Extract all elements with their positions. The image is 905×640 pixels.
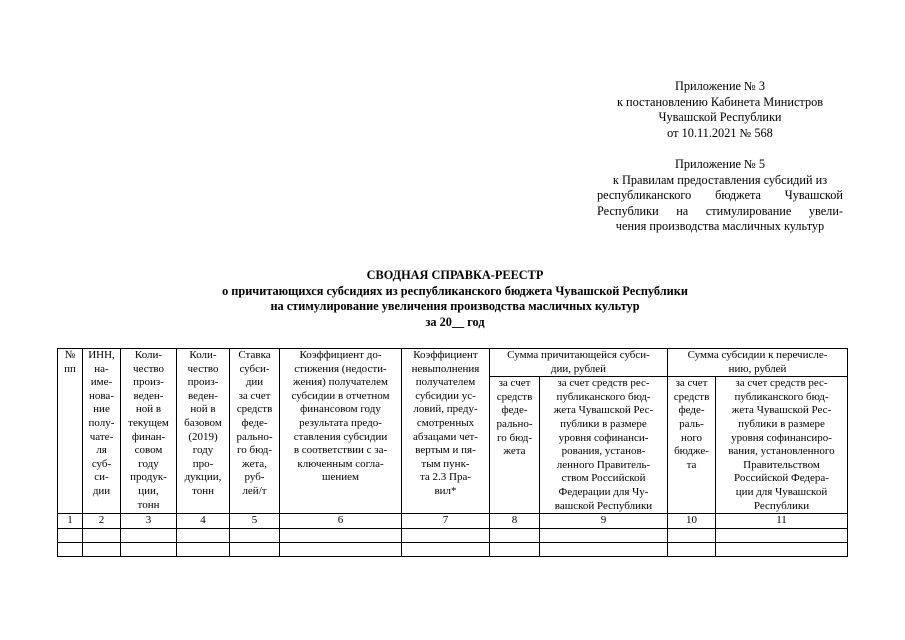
table-cell[interactable]: [490, 542, 540, 556]
table-cell[interactable]: [83, 542, 121, 556]
col-header-due-federal: за счет средств феде- рально- го бюд- жета: [490, 377, 540, 514]
table-cell[interactable]: [58, 542, 83, 556]
col-header-inn: ИНН, на- име- нова- ние полу- чате- ля суб- си- дии: [83, 349, 121, 514]
annex-line: от 10.11.2021 № 568: [667, 125, 773, 140]
document-title: [120, 268, 790, 330]
column-number: 8: [490, 514, 540, 529]
column-number: 4: [177, 514, 230, 529]
table-cell[interactable]: [230, 528, 280, 542]
table-cell[interactable]: [402, 542, 490, 556]
title-line: СВОДНАЯ СПРАВКА-РЕЕСТР: [366, 268, 544, 282]
table-cell[interactable]: [490, 528, 540, 542]
table-cell[interactable]: [83, 528, 121, 542]
col-header-transfer-republic: за счет средств рес- публиканского бюд- жета Чувашской Рес- публики в размере уровня софинансиро- вания, установленного Правительством Российской Федера- ции для Чувашской Республики: [716, 377, 848, 514]
table-cell[interactable]: [121, 528, 177, 542]
table-cell[interactable]: [668, 542, 716, 556]
title-line: за 20__ год: [425, 314, 485, 329]
col-header-number: № пп: [58, 349, 83, 514]
table-cell[interactable]: [280, 542, 402, 556]
empty-row: [58, 528, 848, 542]
table-cell[interactable]: [540, 542, 668, 556]
table-cell[interactable]: [716, 528, 848, 542]
table-cell[interactable]: [402, 528, 490, 542]
table-cell[interactable]: [230, 542, 280, 556]
column-number: 7: [402, 514, 490, 529]
column-number: 10: [668, 514, 716, 529]
title-line: о причитающихся субсидиях из республиканского бюджета Чувашской Республики: [222, 283, 688, 298]
column-number: 9: [540, 514, 668, 529]
table-cell[interactable]: [121, 542, 177, 556]
column-number: 2: [83, 514, 121, 529]
annex-line: к постановлению Кабинета Министров: [616, 94, 824, 109]
registry-table: [57, 348, 848, 557]
col-header-due-subsidy: Сумма причитающейся субси- дии, рублей: [490, 349, 668, 377]
table-cell[interactable]: [177, 542, 230, 556]
col-header-rate: Ставка субси- дии за счет средств феде- рально- го бюд- жета, руб- лей/т: [230, 349, 280, 514]
col-header-current-qty: Коли- чество произ- веден- ной в текущем финан- совом году продук- ции, тонн: [121, 349, 177, 514]
col-header-transfer-subsidy: Сумма субсидии к перечисле- нию, рублей: [668, 349, 848, 377]
annex-line: к Правилам предоставления субсидий из: [612, 172, 828, 187]
table-cell[interactable]: [177, 528, 230, 542]
table-cell[interactable]: [58, 528, 83, 542]
col-header-transfer-federal: за счет средств феде- раль- ного бюдже- та: [668, 377, 716, 514]
annex-line: чения производства масличных культур: [615, 219, 825, 233]
empty-row: [58, 542, 848, 556]
title-line: на стимулирование увеличения производства масличных культур: [270, 299, 640, 313]
col-header-due-republic: за счет средств рес- публиканского бюд- жета Чувашской Рес- публики в размере уровня софинанси- рования, установ- ленного Правитель- ством Российской Федерации для Чу- вашской Республики: [540, 377, 668, 514]
column-number: 1: [58, 514, 83, 529]
col-header-base-qty: Коли- чество произ- веден- ной в базовом (2019) году про- дукции, тонн: [177, 349, 230, 514]
annex-line: Республики на стимулирование увели-: [597, 203, 843, 218]
col-header-nonfulfillment-coef: Коэффициент невыполнения получателем субсидии ус- ловий, преду- смотренных абзацами чет- вертым и пя- тым пунк- та 2.3 Пра- вил*: [402, 349, 490, 514]
annex-line: Чувашской Республики: [658, 110, 782, 124]
header-row: [58, 349, 848, 377]
table-cell[interactable]: [280, 528, 402, 542]
annex-rules: [597, 157, 843, 235]
col-header-achievement-coef: Коэффициент до- стижения (недости- жения) получателем субсидии в отчетном финансовом году результата предо- ставления субсидии в соответствии с за- ключенным согла- шением: [280, 349, 402, 514]
table-cell[interactable]: [668, 528, 716, 542]
annex-line: Приложение № 5: [674, 157, 766, 171]
table-cell[interactable]: [716, 542, 848, 556]
column-number: 5: [230, 514, 280, 529]
column-number-row: [58, 514, 848, 529]
annex-line: Приложение № 3: [674, 79, 766, 93]
annex-main-decree: [600, 79, 840, 141]
annex-line: республиканского бюджета Чувашской: [597, 188, 843, 202]
column-number: 3: [121, 514, 177, 529]
table-cell[interactable]: [540, 528, 668, 542]
column-number: 11: [716, 514, 848, 529]
column-number: 6: [280, 514, 402, 529]
